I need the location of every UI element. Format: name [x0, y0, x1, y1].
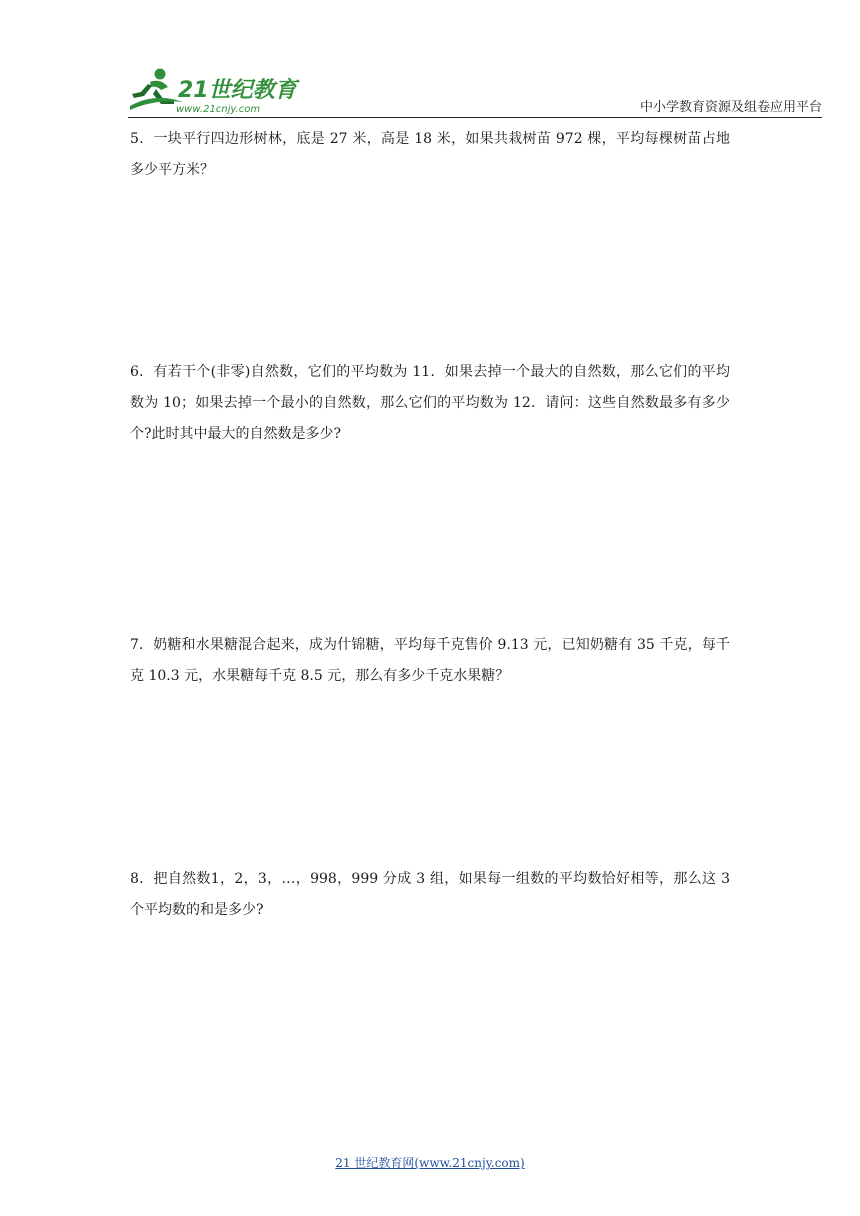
- svg-text:www.21cnjy.com: www.21cnjy.com: [176, 104, 261, 115]
- svg-text:21世纪教育: 21世纪教育: [178, 78, 297, 103]
- page-footer: [0, 1152, 860, 1171]
- question-5: 5．一块平行四边形树林，底是 27 米，高是 18 米，如果共栽树苗 972 棵，平均每棵树苗占地多少平方米？: [130, 131, 730, 178]
- logo-21cnjy: [128, 66, 308, 116]
- platform-name: 中小学教育资源及组卷应用平台: [639, 100, 822, 115]
- question-8: 8．把自然数1，2，3，…，998，999 分成 3 组，如果每一组数的平均数恰好相等，那么这 3 个平均数的和是多少?: [130, 871, 730, 918]
- page-header: [0, 0, 860, 120]
- footer-link[interactable]: 21 世纪教育网(www.21cnjy.com): [335, 1156, 525, 1170]
- question-6: 6．有若干个(非零)自然数，它们的平均数为 11．如果去掉一个最大的自然数，那么它们的平均数为 10；如果去掉一个最小的自然数，那么它们的平均数为 12．请问：这些自然数最多有多少个?此时其中最大的自然数是多少?: [130, 364, 730, 442]
- question-7: 7．奶糖和水果糖混合起来，成为什锦糖，平均每千克售价 9.13 元，已知奶糖有 35 千克，每千克 10.3 元，水果糖每千克 8.5 元，那么有多少千克水果糖？: [130, 637, 730, 684]
- header-divider: [128, 117, 822, 118]
